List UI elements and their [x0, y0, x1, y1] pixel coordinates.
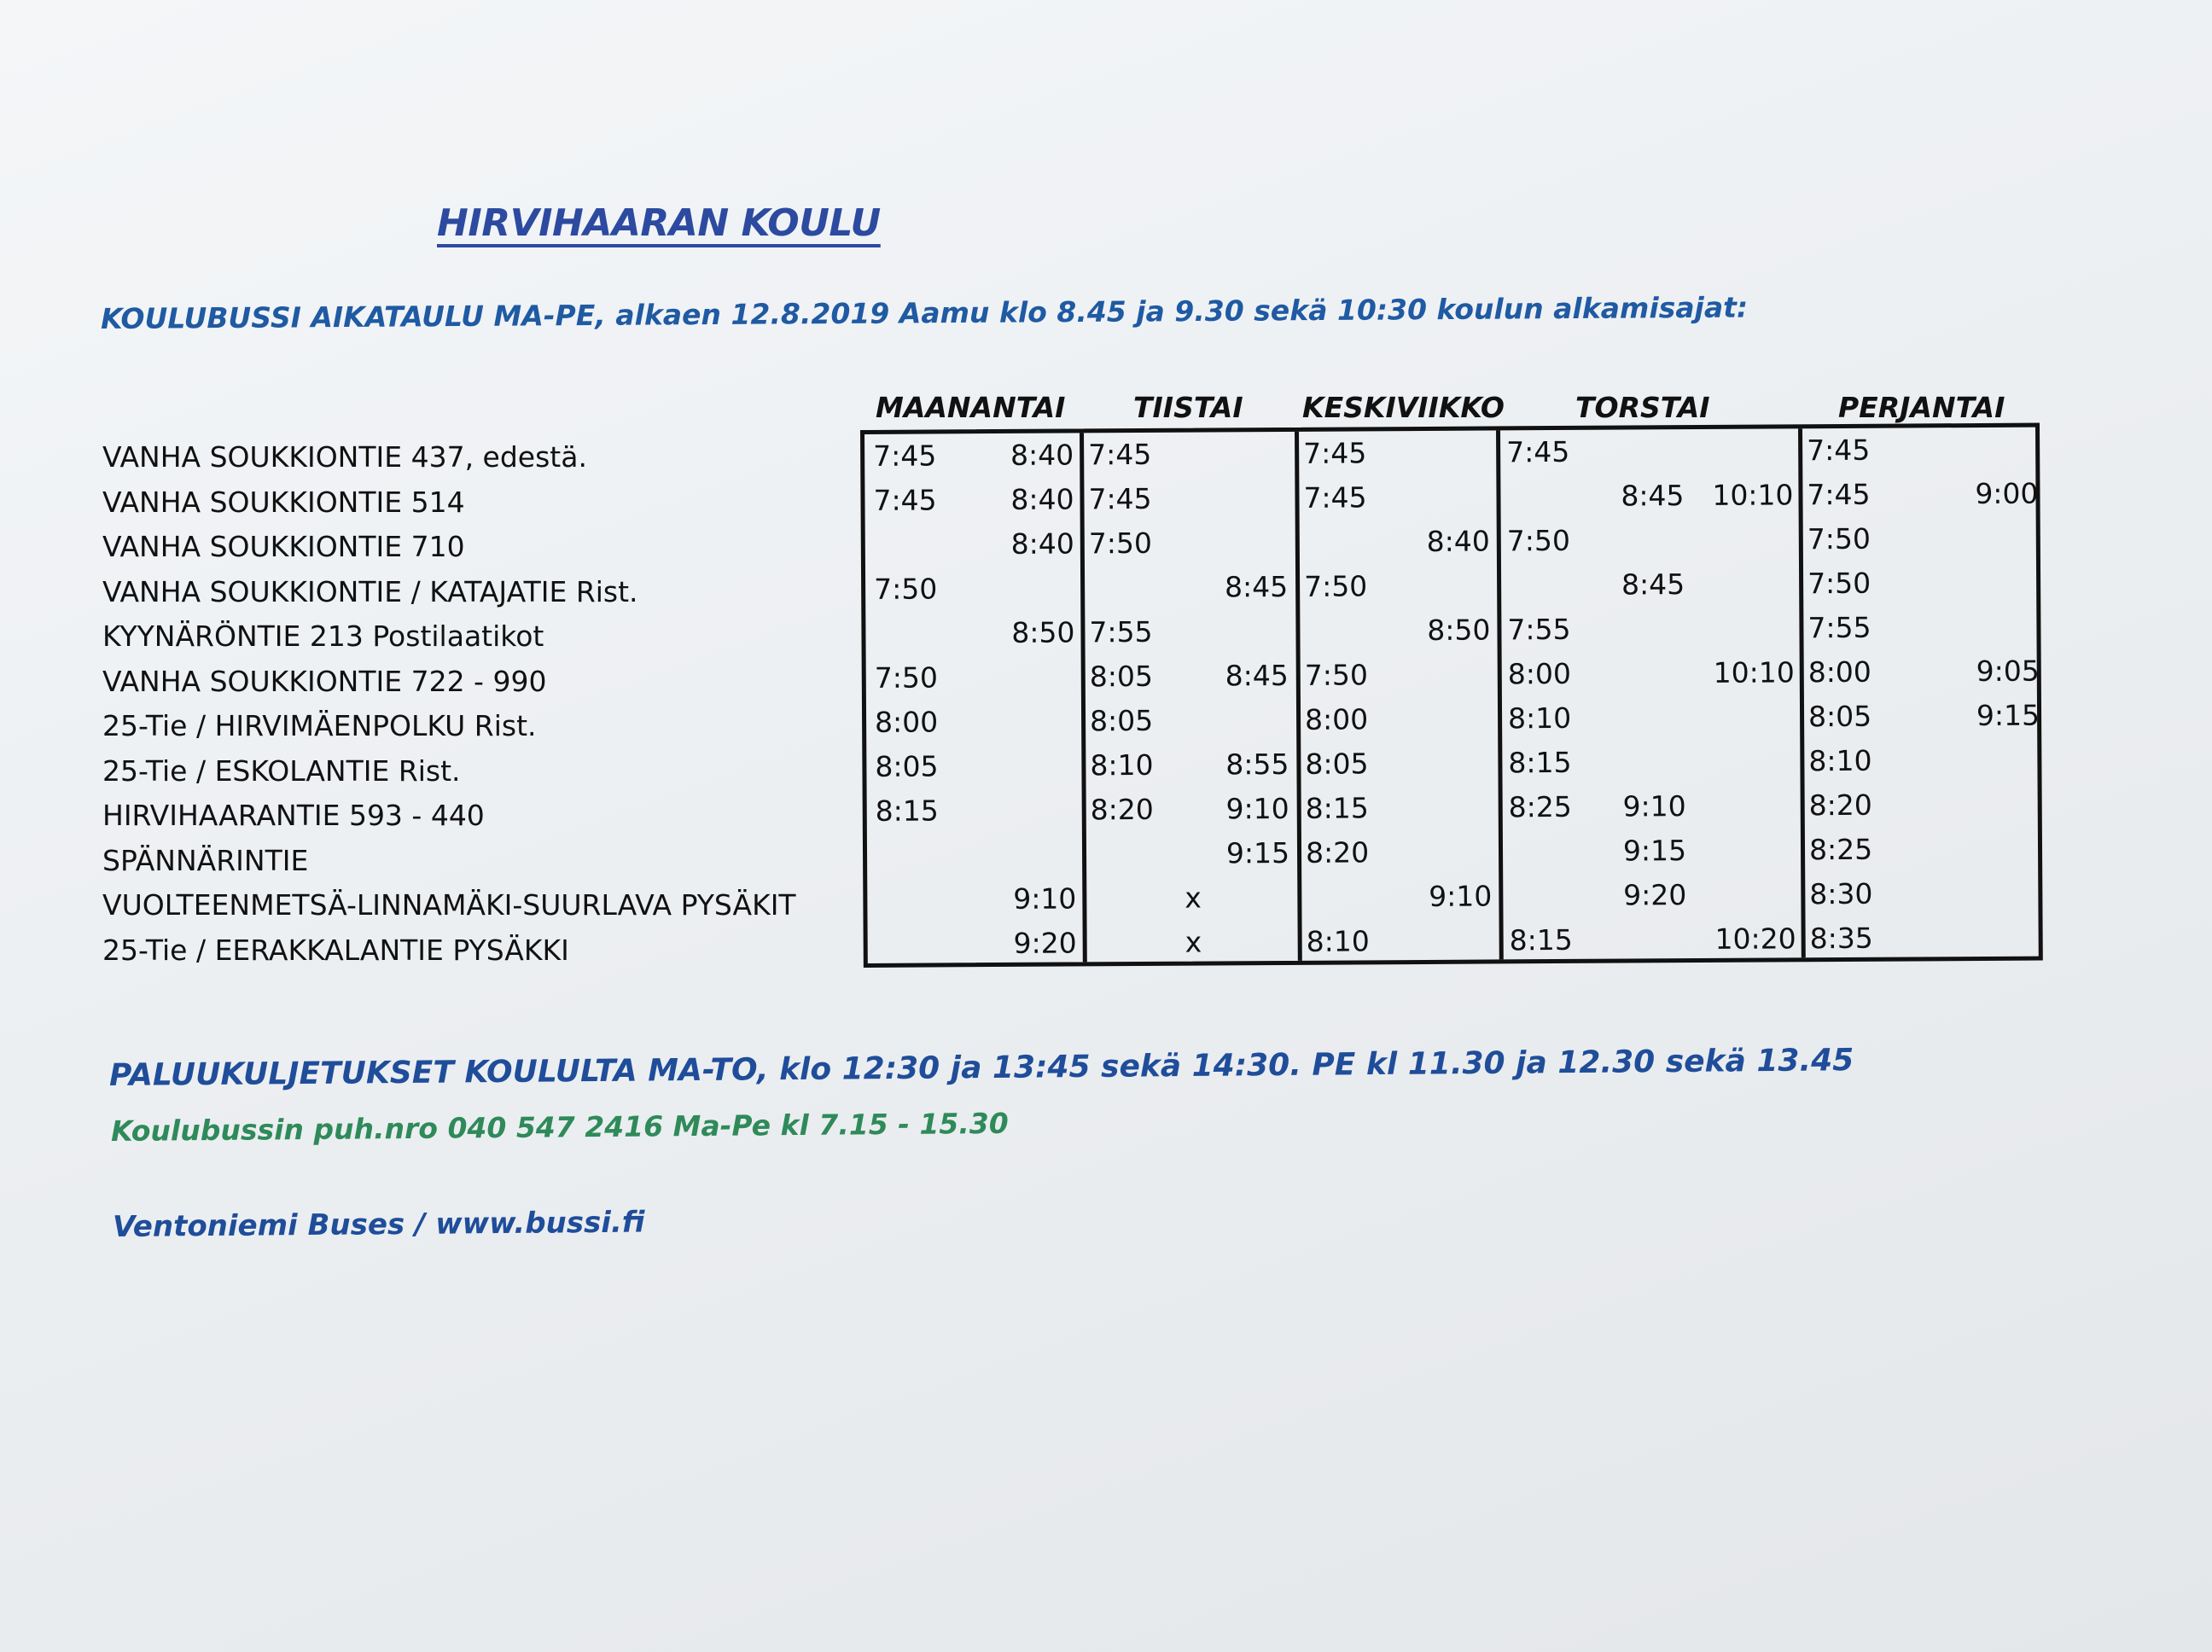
time-cell — [960, 743, 1075, 788]
time-cell — [1191, 875, 1289, 921]
time-cell: 9:15 — [1225, 835, 1290, 870]
time-cell: 8:20 — [1808, 788, 1872, 823]
time-cell — [1189, 432, 1287, 477]
time-cell: 10:20 — [1714, 922, 1796, 956]
time-cell: 7:45 — [1088, 437, 1152, 472]
time-cell: 7:55 — [1507, 612, 1571, 647]
time-cell: 7:50 — [874, 572, 938, 606]
time-cell — [1685, 561, 1794, 607]
time-cell — [1599, 518, 1685, 563]
time-cell — [1395, 652, 1491, 697]
time-cell: 8:00 — [1807, 654, 1871, 689]
time-cell: 8:25 — [1808, 832, 1873, 867]
time-cell — [1507, 563, 1601, 608]
time-cell: 9:10 — [1225, 791, 1289, 826]
time-cell: 7:45 — [1303, 480, 1367, 515]
time-cell: 8:00 — [874, 705, 939, 739]
time-cell: 7:50 — [1088, 526, 1153, 561]
page-title: HIRVIHAARAN KOULU — [437, 201, 881, 245]
time-cell: 8:45 — [1224, 569, 1289, 604]
time-cell: 8:15 — [1509, 922, 1573, 957]
column-divider — [1295, 432, 1302, 961]
time-cell — [1906, 428, 2038, 473]
time-cell — [1190, 698, 1289, 743]
stop-name: HIRVIHAARANTIE 593 - 440 — [102, 799, 485, 832]
time-cell — [1906, 561, 2039, 606]
time-cell — [959, 566, 1074, 611]
time-cell — [1306, 875, 1400, 920]
time-cell: 7:50 — [1304, 569, 1368, 603]
time-cell: 8:50 — [1427, 613, 1491, 647]
time-cell: 7:45 — [1807, 433, 1871, 468]
time-cell — [1394, 474, 1489, 520]
time-cell: 8:05 — [1089, 659, 1153, 694]
time-cell: 8:10 — [1808, 743, 1872, 778]
stop-name: VANHA SOUKKIONTIE 722 - 990 — [102, 664, 547, 698]
time-cell: 8:05 — [1807, 699, 1872, 734]
time-cell — [1909, 916, 2041, 961]
time-cell — [1908, 782, 2040, 828]
return-trips-note: PALUUKULJETUKSET KOULULTA MA-TO, klo 12:30 ja 13:45 sekä 14:30. PE kl 11.30 ja 12.30 sekä 13.45 — [108, 1043, 1854, 1093]
time-cell — [1686, 872, 1796, 917]
time-cell — [1396, 785, 1492, 830]
time-cell: 7:45 — [1088, 481, 1152, 516]
time-cell: 8:35 — [1809, 921, 1873, 956]
stop-name: VUOLTEENMETSÄ-LINNAMÄKI-SUURLAVA PYSÄKIT — [102, 888, 796, 922]
time-cell: 8:10 — [1507, 701, 1572, 736]
time-cell: 7:50 — [1807, 521, 1871, 556]
time-cell: 9:10 — [1622, 789, 1686, 823]
time-cell: 7:50 — [874, 660, 939, 695]
stop-name: 25-Tie / HIRVIMÄENPOLKU Rist. — [102, 709, 537, 742]
time-cell — [876, 877, 969, 922]
time-cell — [1685, 695, 1795, 740]
time-cell — [1397, 918, 1493, 963]
day-header-torstai: TORSTAI — [1575, 391, 1710, 424]
time-cell: 8:45 — [1621, 479, 1685, 513]
time-cell: 7:45 — [1807, 477, 1871, 512]
time-cell: 7:55 — [1089, 614, 1153, 649]
time-cell: 9:20 — [1623, 878, 1687, 912]
timetable-grid — [860, 423, 2043, 968]
stop-name: VANHA SOUKKIONTIE 514 — [102, 485, 465, 519]
time-cell — [1304, 520, 1398, 565]
time-cell — [1685, 517, 1794, 562]
time-cell: 7:55 — [1807, 610, 1871, 645]
time-cell — [961, 832, 1076, 877]
time-cell: 8:15 — [1305, 791, 1369, 825]
time-cell: 8:40 — [1010, 526, 1074, 561]
time-cell: 10:10 — [1713, 655, 1795, 689]
time-cell — [1908, 871, 2040, 916]
time-cell — [1685, 606, 1794, 651]
time-cell: 7:45 — [873, 483, 937, 517]
time-cell: 8:45 — [1621, 567, 1685, 602]
stop-name: SPÄNNÄRINTIE — [102, 843, 309, 877]
time-cell — [1600, 651, 1685, 696]
time-cell — [1907, 738, 2040, 783]
stop-name: 25-Tie / EERAKKALANTIE PYSÄKKI — [102, 933, 569, 967]
stop-name: KYYNÄRÖNTIE 213 Postilaatikot — [102, 620, 544, 653]
time-cell: 8:25 — [1508, 789, 1572, 824]
day-header-maanantai: MAANANTAI — [876, 391, 1066, 424]
time-cell — [1686, 783, 1796, 829]
time-cell: 8:50 — [1011, 615, 1075, 649]
time-cell: 8:10 — [1090, 747, 1154, 782]
column-divider — [1496, 430, 1504, 959]
time-cell: 8:20 — [1305, 835, 1370, 870]
column-divider — [1798, 428, 1806, 957]
stop-list — [102, 435, 796, 973]
time-cell: 8:00 — [1507, 656, 1571, 691]
time-cell: 9:20 — [1013, 926, 1077, 960]
time-cell — [1396, 829, 1492, 875]
time-cell — [1395, 741, 1491, 786]
day-header-tiistai: TIISTAI — [1133, 391, 1243, 424]
time-cell — [876, 922, 970, 967]
time-cell: 9:10 — [1429, 879, 1493, 913]
time-cell — [1394, 430, 1489, 475]
time-cell — [1908, 827, 2040, 872]
time-cell — [1685, 739, 1795, 784]
time-cell — [1190, 609, 1288, 654]
time-cell: 8:05 — [875, 749, 939, 783]
time-cell — [1600, 695, 1685, 741]
stop-name: VANHA SOUKKIONTIE 437, edestä. — [102, 440, 587, 474]
time-cell — [1602, 917, 1687, 963]
time-cell — [1684, 428, 1793, 474]
time-cell: 7:50 — [1304, 658, 1368, 692]
time-cell: 8:40 — [1010, 482, 1074, 516]
time-cell: 8:05 — [1305, 747, 1369, 781]
time-cell: 9:15 — [1622, 834, 1687, 868]
time-cell — [1192, 920, 1290, 965]
time-cell: 9:00 — [1975, 476, 2039, 511]
time-cell — [1686, 828, 1796, 873]
time-cell — [960, 654, 1075, 700]
column-divider — [1080, 433, 1087, 962]
stop-name: VANHA SOUKKIONTIE / KATAJATIE Rist. — [102, 574, 638, 608]
time-cell: 8:30 — [1809, 876, 1873, 911]
time-cell — [1091, 832, 1185, 877]
time-cell: 7:45 — [1506, 434, 1570, 469]
time-cell: 8:55 — [1225, 747, 1289, 782]
time-cell: 8:15 — [1508, 745, 1572, 780]
time-cell: 8:15 — [875, 794, 939, 828]
time-cell — [1395, 696, 1491, 742]
time-cell: 7:50 — [1506, 523, 1571, 558]
time-cell — [1598, 429, 1684, 474]
time-cell — [960, 699, 1075, 744]
time-cell — [961, 788, 1076, 833]
time-cell — [1089, 566, 1183, 611]
time-cell: 10:10 — [1712, 478, 1794, 512]
time-cell: 8:10 — [1306, 924, 1370, 958]
time-cell — [1906, 516, 2039, 561]
time-cell: 9:10 — [1013, 881, 1077, 916]
time-cell: x — [1185, 881, 1202, 915]
time-cell — [1304, 608, 1398, 654]
stop-name: 25-Tie / ESKOLANTIE Rist. — [102, 753, 461, 788]
time-cell: 8:40 — [1010, 438, 1074, 472]
time-cell: 8:05 — [1089, 703, 1154, 738]
time-cell — [1599, 607, 1685, 652]
time-cell: 9:05 — [1976, 654, 2040, 689]
stop-name: VANHA SOUKKIONTIE 710 — [102, 530, 465, 563]
time-cell — [1189, 476, 1287, 521]
schedule-subtitle: KOULUBUSSI AIKATAULU MA-PE, alkaen 12.8.2019 Aamu klo 8.45 ja 9.30 sekä 10:30 koulun alkamisajat: — [100, 290, 1749, 335]
phone-note: Koulubussin puh.nro 040 547 2416 Ma-Pe kl 7.15 - 15.30 — [110, 1106, 1009, 1148]
time-cell — [1509, 829, 1603, 875]
time-cell: 8:45 — [1225, 658, 1289, 693]
time-cell — [876, 833, 969, 878]
time-cell: 9:15 — [1976, 698, 2040, 733]
time-cell — [874, 522, 968, 567]
time-cell — [1509, 874, 1603, 919]
time-cell: 8:20 — [1090, 792, 1154, 827]
day-header-perjantai: PERJANTAI — [1838, 391, 2005, 424]
time-cell — [1394, 563, 1490, 608]
time-cell: 8:40 — [1426, 524, 1490, 558]
time-cell — [1600, 740, 1685, 785]
time-cell — [1906, 605, 2039, 650]
time-cell: x — [1185, 925, 1202, 959]
time-cell: 7:45 — [873, 439, 937, 473]
time-cell — [1190, 521, 1288, 566]
time-cell: 8:00 — [1304, 702, 1369, 736]
time-cell: 7:50 — [1807, 566, 1871, 601]
company-note: Ventoniemi Buses / www.bussi.fi — [112, 1205, 645, 1244]
time-cell — [1506, 474, 1600, 520]
day-header-keskiviikko: KESKIVIIKKO — [1302, 391, 1505, 424]
time-cell: 7:45 — [1303, 436, 1367, 470]
time-cell — [874, 611, 968, 656]
